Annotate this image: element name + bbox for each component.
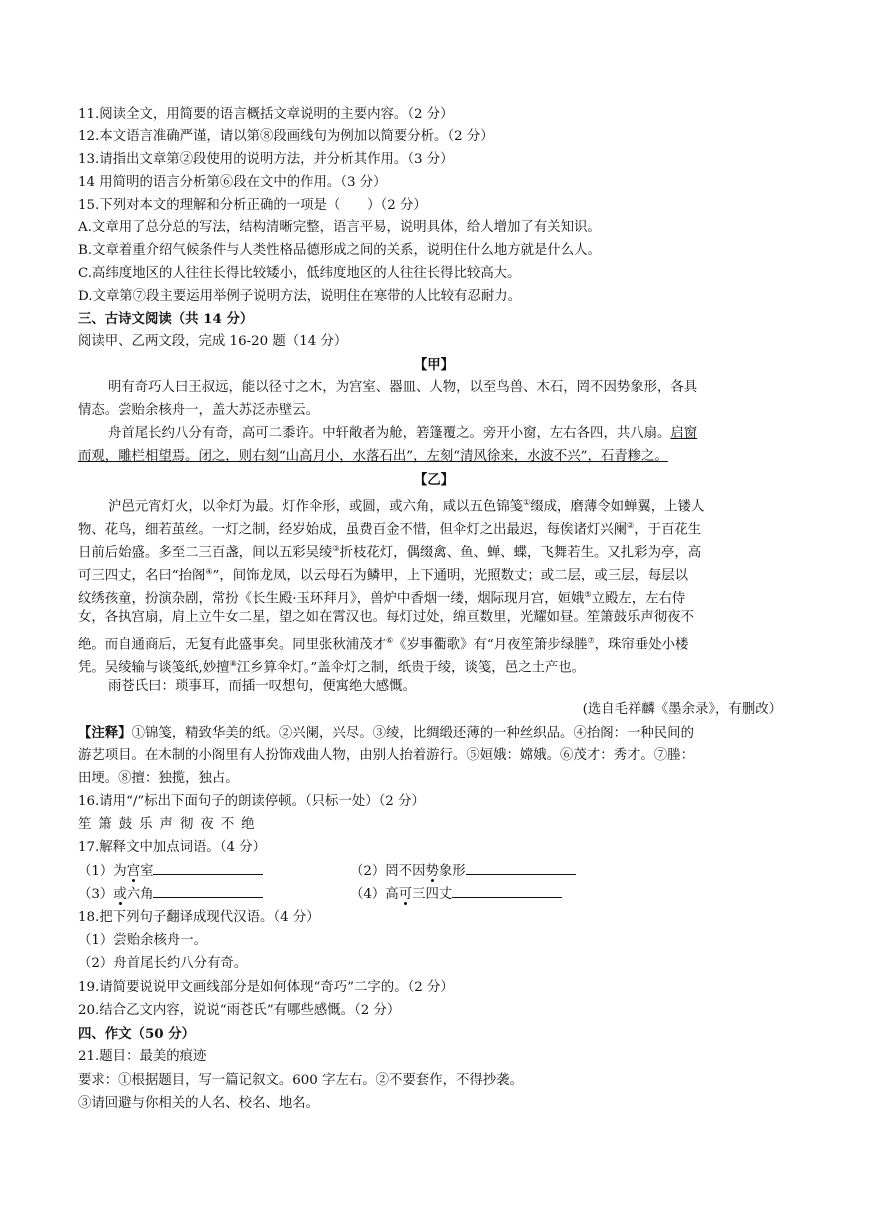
option-b: B.文章着重介绍气候条件与人类性格品德形成之间的关系，说明住什么地方就是什么人。 [78, 243, 601, 258]
footnote-mark: ③ [332, 544, 340, 553]
option-d: D.文章第⑦段主要运用举例子说明方法，说明住在寒带的人比较有忍耐力。 [78, 289, 522, 304]
yi-text: 绝。而自通商后，无复有此盛事矣。同里张秋浦茂才 [78, 637, 386, 653]
passage-yi-title: 【乙】 [413, 472, 455, 488]
yi-text: 日前后始盛。多至二三百盏，间以五彩吴绫 [78, 545, 333, 561]
notes-line: 田埂。⑧擅：独揽，独占。 [78, 771, 239, 786]
footnote-mark: ② [627, 521, 635, 530]
section-4-heading: 四、作文（50 分） [78, 1026, 196, 1042]
notes-line [78, 722, 694, 745]
question-16: 16.请用“/”标出下面句子的朗读停顿。（只标一处）（2 分） [78, 794, 425, 809]
dotted-char: 宫 [126, 864, 141, 879]
notes-text: ①锦笺，精致华美的纸。②兴阑，兴尽。③绫，比绸缎还薄的一种丝织品。④抬阁：一种民间的 [131, 726, 694, 741]
question-13: 13.请指出文章第②段使用的说明方法，并分析其作用。（3 分） [78, 152, 454, 167]
yi-text: 可三四丈，名曰“抬阁 [78, 568, 206, 584]
underlined-text: 启窗 [670, 426, 698, 441]
dotted-char: 或 [113, 887, 127, 902]
answer-blank[interactable] [452, 883, 562, 898]
q17-text: 六角 [126, 887, 154, 902]
source-citation: (选自毛祥麟《墨余录》，有删改） [582, 702, 782, 717]
question-15: 15.下列对本文的理解和分析正确的一项是（ ）（2 分） [78, 198, 427, 213]
question-18: 18.把下列句子翻译成现代汉语。（4 分） [78, 910, 320, 925]
jia-line: 情态。尝贻余核舟一，盖大苏泛赤壁云。 [78, 403, 320, 418]
q18-item-2: （2）舟首尾长约八分有奇。 [78, 956, 248, 971]
question-14: 14 用简明的语言分析第⑥段在文中的作用。（3 分） [78, 175, 387, 190]
section-3-heading: 三、古诗文阅读（共 14 分） [78, 311, 254, 327]
answer-blank[interactable] [466, 860, 576, 875]
q17-item-1 [78, 860, 263, 883]
q17-text: （3） [78, 887, 114, 902]
passage-jia-title: 【甲】 [413, 357, 455, 373]
q17-item-3 [78, 883, 263, 906]
answer-blank[interactable] [153, 883, 263, 898]
yi-text: 纹绣孩童，扮演杂剧，常扮《长生殿·玉环拜月》，兽炉中香烟一缕，烟际现月宫，姮娥 [78, 591, 585, 607]
q17-text: 室 [140, 864, 154, 879]
q17-text: （2）罔不因 [350, 864, 426, 879]
question-19: 19.请简要说说甲文画线部分是如何体现“奇巧”二字的。（2 分） [78, 980, 454, 995]
yi-text: 折枝花灯，偶缀禽、鱼、蝉、蝶，飞舞若生。又扎彩为亭，高 [339, 545, 702, 561]
notes-line: 游艺项目。在木制的小阁里有人扮饰戏曲人物，由别人抬着游行。⑤姮娥：嫦娥。⑥茂才：秀才。⑦塍： [78, 748, 694, 763]
q17-text: 象形 [438, 864, 466, 879]
jia-line [108, 423, 697, 445]
option-a: A.文章用了总分总的写法，结构清晰完整，语言平易，说明具体，给人增加了有关知识。 [78, 220, 601, 235]
notes-label: 【注释】 [78, 725, 132, 741]
question-21: 21.题目：最美的痕迹 [78, 1049, 207, 1064]
yi-text: 《岁事衢歌》有“月夜笙箫步绿塍 [393, 637, 588, 653]
yi-text: 物、花鸟，细若茧丝。一灯之制，经岁始成，虽费百金不惜，但伞灯之出最迟，每俟诸灯兴阑 [78, 522, 628, 538]
yi-line: 雨苍氏曰：琐事耳，而插一叹想句，便寓绝大感慨。 [108, 679, 416, 694]
q18-item-1: （1）尝贻余核舟一。 [78, 933, 208, 948]
yi-text: 凭。吴绫输与谈笺纸,妙擅 [78, 660, 230, 676]
yi-text: ”，间饰龙凤，以云母石为鳞甲，上下通明，光照数丈；或二层，或三层，每层以 [212, 568, 689, 584]
q17-text: 三四丈 [412, 887, 453, 902]
footnote-mark: ④ [205, 567, 213, 576]
requirements-line: 要求：①根据题目，写一篇记叙文。600 字左右。②不要套作，不得抄袭。 [78, 1073, 523, 1088]
q17-item-4 [350, 883, 562, 906]
section-3-instruction: 阅读甲、乙两文段，完成 16-20 题（14 分） [78, 334, 348, 349]
jia-line: 明有奇巧人曰王叔远，能以径寸之木，为宫室、器皿、人物，以至鸟兽、木石，罔不因势象形，各具 [108, 380, 698, 395]
jia-text: 舟首尾长约八分有奇，高可二黍许。中轩敞者为舱，箬篷覆之。旁开小窗，左右各四，共八扇。 [108, 426, 671, 441]
q16-sentence: 笙箫鼓乐声彻夜不绝 [78, 817, 262, 832]
footnote-mark: ⑧ [229, 659, 237, 668]
question-11: 11.阅读全文，用简要的语言概括文章说明的主要内容。（2 分） [78, 107, 454, 122]
yi-text: ，珠帘垂处小楼 [594, 637, 689, 653]
yi-text: ，于百花生 [634, 522, 702, 538]
question-20: 20.结合乙文内容，说说“雨苍氏”有哪些感慨。（2 分） [78, 1003, 401, 1018]
option-c: C.高纬度地区的人往往长得比较矮小，低纬度地区的人往往长得比较高大。 [78, 266, 521, 281]
dotted-char: 可 [398, 887, 413, 902]
yi-text: 立殿左，左右侍 [591, 591, 686, 607]
q17-text: （4）高 [350, 887, 399, 902]
footnote-mark: ⑤ [584, 590, 592, 599]
yi-line: 女，各执宫扇，肩上立牛女二星，望之如在霄汉也。每灯过处，绵亘数里，光耀如昼。笙箫鼓乐声彻夜不 [78, 610, 694, 625]
q17-item-2 [350, 860, 576, 883]
footnote-mark: ① [523, 498, 531, 507]
footnote-mark: ⑥ [385, 636, 394, 645]
question-17: 17.解释文中加点词语。（4 分） [78, 840, 267, 855]
answer-blank[interactable] [153, 860, 263, 875]
question-12: 12.本文语言准确严谨，请以第⑧段画线句为例加以简要分析。（2 分） [78, 129, 494, 144]
q17-text: （1）为 [78, 864, 127, 879]
yi-text: 沪邑元宵灯火，以伞灯为最。灯作伞形，或圆，或六角，咸以五色锦笺 [108, 499, 524, 515]
dotted-char: 势 [425, 864, 439, 879]
yi-text: 江乡算伞灯。”盖伞灯之制，纸贵于绫，谈笺，邑之土产也。 [236, 660, 586, 676]
yi-text: 缀成，磨薄令如蝉翼，上镂人 [530, 499, 705, 515]
footnote-mark: ⑦ [587, 636, 595, 645]
requirements-line: ③请回避与你相关的人名、校名、地名。 [78, 1096, 320, 1111]
underlined-text: 而观，雕栏相望焉。闭之，则右刻“山高月小，水落石出”，左刻“清风徐来，水波不兴”，石青糁之。 [78, 449, 668, 464]
